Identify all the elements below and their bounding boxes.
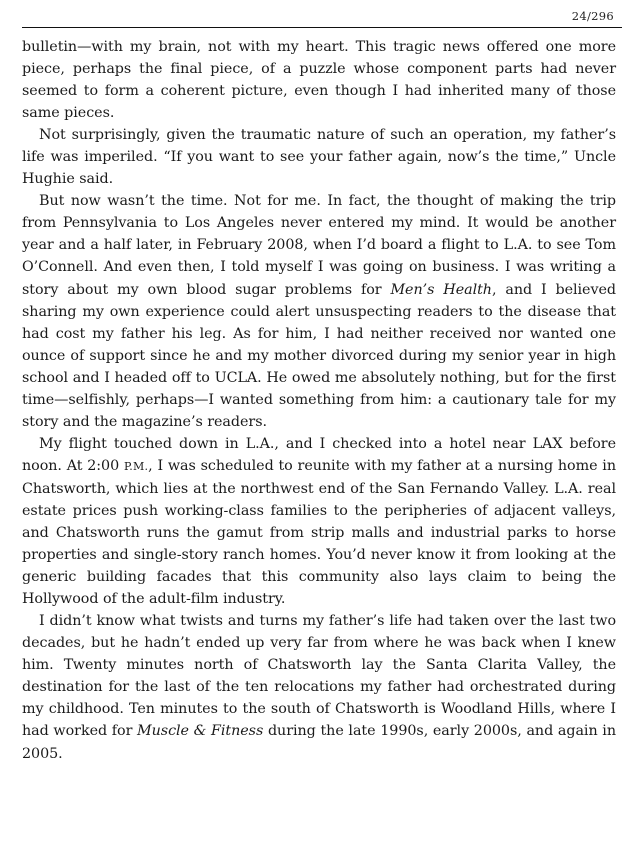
paragraph — [22, 36, 616, 124]
paragraph — [22, 124, 616, 190]
text-segment: , I was scheduled to reunite with my father at a nursing home in Chatsworth, which lies at the northwest end of the San Fernando Valley. L.A. real estate prices push working-class families to the peripheries of adjacent valleys, and Chatsworth runs the gamut from strip malls and industrial parks to horse properties and single-story ranch homes. You’d never know it from looking at the generic building facades that this community also lays claim to being the Hollywood of the adult-film industry. — [22, 457, 616, 608]
page-number: 24/296 — [571, 9, 614, 23]
body-text — [22, 36, 616, 765]
paragraph — [22, 610, 616, 764]
magazine-title: Muscle & Fitness — [137, 723, 264, 740]
text-segment: during the late 1990s, early 2000s, and again in 2005. — [22, 723, 616, 762]
text-segment: My flight touched down in L.A., and I checked into a hotel near LAX before noon. At 2:00 — [22, 435, 616, 474]
page-header — [0, 0, 638, 28]
text-segment: But now wasn’t the time. Not for me. In fact, the thought of making the trip from Pennsylvania to Los Angeles never entered my mind. It would be another year and a half later, in February 2008, when I’d board a flight to L.A. to see Tom O’Connell. And even then, I told myself I was going on business. I was writing a story about my own blood sugar problems for — [22, 193, 616, 298]
text-segment: , and I believed sharing my own experience could alert unsuspecting readers to the disease that had cost my father his leg. As for him, I had neither received nor wanted one ounce of support since he and my mother divorced during my senior year in high school and I headed off to UCLA. He owed me absolutely nothing, but for the first time—selfishly, perhaps—I wanted something from him: a cautionary tale for my story and the magazine’s readers. — [22, 281, 616, 430]
paragraph — [22, 433, 616, 610]
text-segment: Not surprisingly, given the traumatic nature of such an operation, my father’s life was imperiled. “If you want to see your father again, now’s the time,” Uncle Hughie said. — [22, 127, 616, 188]
time-abbreviation: P.M. — [123, 459, 149, 473]
header-rule — [22, 27, 622, 28]
text-segment: bulletin—with my brain, not with my heart. This tragic news offered one more piece, perhaps the final piece, of a puzzle whose component parts had never seemed to form a coherent picture, even though I had inherited many of those same pieces. — [22, 39, 616, 122]
text-segment: I didn’t know what twists and turns my father’s life had taken over the last two decades, but he hadn’t ended up very far from where he was back when I knew him. Twenty minutes north of Chatsworth lay the Santa Clarita Valley, the destination for the last of the ten relocations my father had orchestrated during my childhood. Ten minutes to the south of Chatsworth is Woodland Hills, where I had worked for — [22, 613, 616, 740]
paragraph — [22, 190, 616, 433]
magazine-title: Men’s Health — [390, 281, 492, 298]
